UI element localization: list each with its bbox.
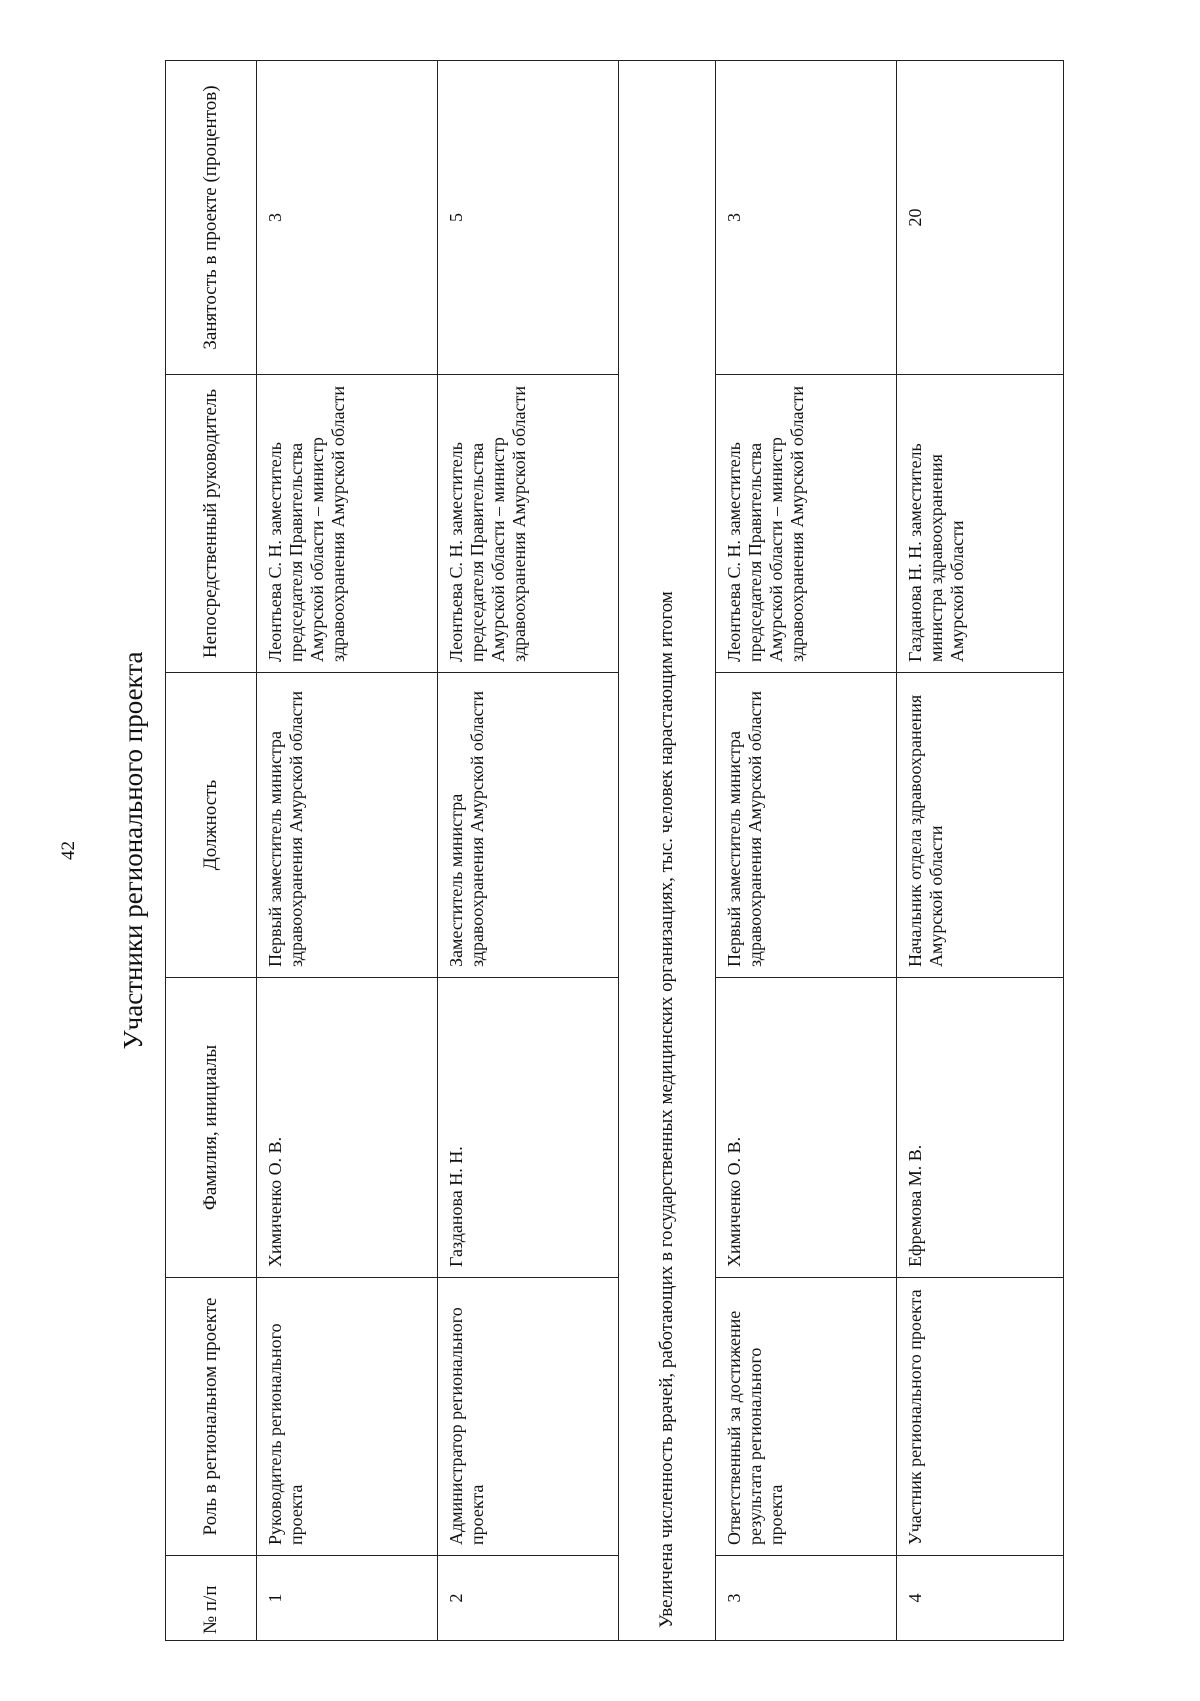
cell-manager: Леонтьева С. Н. заместитель председателя Правительства Амурской области – министр здравоохранения Амурской области — [257, 375, 438, 673]
group-heading-row — [619, 61, 716, 1641]
table-row — [257, 61, 438, 1641]
header-position: Должность — [166, 673, 257, 978]
cell-role: Участник регионального проекта — [897, 1278, 1064, 1556]
cell-name: Химиченко О. В. — [257, 978, 438, 1278]
header-num: № п/п — [166, 1556, 257, 1641]
cell-employment: 5 — [438, 61, 619, 375]
cell-name: Газданова Н. Н. — [438, 978, 619, 1278]
table-header-row — [166, 61, 257, 1641]
cell-num: 2 — [438, 1556, 619, 1641]
group-heading: Увеличена численность врачей, работающих в государственных медицинских организациях, тыс. человек нарастающим итогом — [619, 61, 716, 1641]
cell-position: Начальник отдела здравоохранения Амурской области — [897, 673, 1064, 978]
cell-role: Администратор регионального проекта — [438, 1278, 619, 1556]
cell-num: 1 — [257, 1556, 438, 1641]
cell-employment: 3 — [716, 61, 897, 375]
cell-num: 3 — [716, 1556, 897, 1641]
table-row — [438, 61, 619, 1641]
cell-manager: Леонтьева С. Н. заместитель председателя Правительства Амурской области – министр здравоохранения Амурской области — [438, 375, 619, 673]
page-number: 42 — [58, 841, 79, 860]
cell-employment: 20 — [897, 61, 1064, 375]
page-title: Участники регионального проекта — [118, 651, 148, 1050]
header-employment: Занятость в проекте (процентов) — [166, 61, 257, 375]
table-row — [716, 61, 897, 1641]
cell-manager: Газданова Н. Н. заместитель министра здравоохранения Амурской области — [897, 375, 1064, 673]
cell-employment: 3 — [257, 61, 438, 375]
cell-role: Руководитель регионального проекта — [257, 1278, 438, 1556]
header-manager: Непосредственный руководитель — [166, 375, 257, 673]
cell-name: Химиченко О. В. — [716, 978, 897, 1278]
cell-position: Заместитель министра здравоохранения Амурской области — [438, 673, 619, 978]
cell-role: Ответственный за достижение результата регионального проекта — [716, 1278, 897, 1556]
table-row — [897, 61, 1064, 1641]
cell-name: Ефремова М. В. — [897, 978, 1064, 1278]
cell-position: Первый заместитель министра здравоохранения Амурской области — [257, 673, 438, 978]
header-role: Роль в региональном проекте — [166, 1278, 257, 1556]
participants-table — [165, 60, 1064, 1641]
cell-position: Первый заместитель министра здравоохранения Амурской области — [716, 673, 897, 978]
cell-manager: Леонтьева С. Н. заместитель председателя Правительства Амурской области – министр здравоохранения Амурской области — [716, 375, 897, 673]
cell-num: 4 — [897, 1556, 1064, 1641]
header-name: Фамилия, инициалы — [166, 978, 257, 1278]
